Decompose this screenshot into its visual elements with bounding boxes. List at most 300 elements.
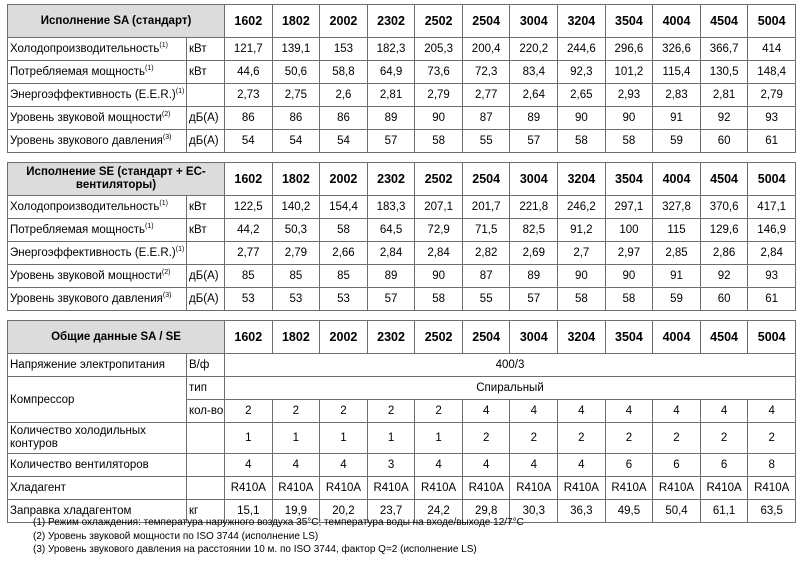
value-cell: 101,2 [605, 61, 653, 84]
model-header: 4004 [653, 5, 701, 38]
model-header: 2504 [462, 163, 510, 196]
value-cell: R410A [225, 477, 273, 500]
model-header: 3504 [605, 5, 653, 38]
value-cell: 4 [510, 400, 558, 423]
value-cell: 2 [462, 423, 510, 454]
gap-2 [8, 311, 796, 321]
value-cell: 92,3 [558, 61, 606, 84]
value-cell: 220,2 [510, 38, 558, 61]
value-cell: 2,79 [415, 84, 463, 107]
value-cell: 2 [415, 400, 463, 423]
value-cell: 53 [320, 288, 368, 311]
value-cell: 4 [558, 454, 606, 477]
value-cell: 44,2 [225, 219, 273, 242]
se-header-row [8, 163, 796, 196]
row-label: Уровень звуковой мощности [10, 112, 162, 124]
value-cell: 86 [225, 107, 273, 130]
value-cell: 8 [748, 454, 796, 477]
value-cell: 246,2 [558, 196, 606, 219]
value-cell: 59 [653, 130, 701, 153]
value-cell: 2,65 [558, 84, 606, 107]
footnote-1: (1) Режим охлаждения: температура наружного воздуха 35°С; температура воды на входе/выходе 12/7°С [33, 517, 524, 528]
value-cell: 92 [700, 107, 748, 130]
value-cell: 73,6 [415, 61, 463, 84]
row-label-cell [8, 354, 187, 377]
footnotes [33, 516, 524, 557]
model-header: 2002 [320, 163, 368, 196]
row-label-cell [8, 265, 187, 288]
value-cell: 6 [653, 454, 701, 477]
value-cell: 90 [415, 265, 463, 288]
se-data-row [8, 219, 796, 242]
value-cell: 4 [605, 400, 653, 423]
value-cell: 414 [748, 38, 796, 61]
value-cell: 90 [558, 107, 606, 130]
row-label-cell [8, 38, 187, 61]
model-header: 4004 [653, 163, 701, 196]
se-data-row [8, 242, 796, 265]
value-cell: 221,8 [510, 196, 558, 219]
value-cell: 400/3 [225, 354, 796, 377]
value-cell: 86 [320, 107, 368, 130]
unit-cell: В/ф [187, 354, 225, 377]
value-cell: 85 [320, 265, 368, 288]
value-cell: 50,3 [272, 219, 320, 242]
sa-header-row [8, 5, 796, 38]
unit-cell: дБ(А) [187, 107, 225, 130]
value-cell: 90 [415, 107, 463, 130]
value-cell: 61,1 [700, 500, 748, 523]
value-cell: 4 [320, 454, 368, 477]
value-cell: 154,4 [320, 196, 368, 219]
value-cell: 115 [653, 219, 701, 242]
value-cell: 1 [367, 423, 415, 454]
model-header: 3204 [558, 163, 606, 196]
unit-cell [187, 454, 225, 477]
sa-section-title: Исполнение SA (стандарт) [8, 5, 225, 38]
value-cell: 2,79 [272, 242, 320, 265]
row-label: Потребляемая мощность [10, 66, 145, 78]
row-label: Заправка хладагентом [10, 505, 132, 517]
model-header: 2504 [462, 5, 510, 38]
section-gap [8, 311, 796, 321]
se-data-row [8, 196, 796, 219]
value-cell: 366,7 [700, 38, 748, 61]
value-cell: 148,4 [748, 61, 796, 84]
footnote-ref: (1) [159, 42, 168, 50]
unit-cell [187, 242, 225, 265]
value-cell: 4 [415, 454, 463, 477]
row-label: Количество вентиляторов [10, 459, 149, 471]
value-cell: R410A [558, 477, 606, 500]
value-cell: 2,81 [367, 84, 415, 107]
row-label-cell [8, 130, 187, 153]
value-cell: 130,5 [700, 61, 748, 84]
value-cell: 4 [558, 400, 606, 423]
value-cell: 89 [367, 107, 415, 130]
model-header: 5004 [748, 163, 796, 196]
value-cell: 58 [558, 130, 606, 153]
se-data-row [8, 265, 796, 288]
value-cell: 64,5 [367, 219, 415, 242]
sa-data-row [8, 61, 796, 84]
value-cell: 55 [462, 130, 510, 153]
value-cell: 2 [510, 423, 558, 454]
circuits-row [8, 423, 796, 454]
value-cell: 2,77 [225, 242, 273, 265]
row-label-cell [8, 196, 187, 219]
value-cell: 4 [510, 454, 558, 477]
value-cell: R410A [510, 477, 558, 500]
value-cell: 58 [320, 219, 368, 242]
unit-cell: дБ(А) [187, 130, 225, 153]
value-cell: 4 [653, 400, 701, 423]
row-label: Холодопроизводительность [10, 43, 160, 55]
model-header: 1602 [225, 163, 273, 196]
value-cell: 60 [700, 288, 748, 311]
value-cell: R410A [653, 477, 701, 500]
model-header: 4504 [700, 321, 748, 354]
value-cell: 115,4 [653, 61, 701, 84]
unit-cell: кол-во [187, 400, 225, 423]
value-cell: 2 [225, 400, 273, 423]
footnote-ref: (3) [162, 134, 172, 142]
value-cell: 207,1 [415, 196, 463, 219]
value-cell: 58 [605, 130, 653, 153]
footnote-ref: (1) [159, 200, 168, 208]
value-cell: 54 [320, 130, 368, 153]
value-cell: 2,69 [510, 242, 558, 265]
value-cell: 64,9 [367, 61, 415, 84]
value-cell: 2,85 [653, 242, 701, 265]
value-cell: 140,2 [272, 196, 320, 219]
model-header: 3004 [510, 163, 558, 196]
value-cell: 58 [415, 288, 463, 311]
value-cell: 54 [225, 130, 273, 153]
value-cell: 92 [700, 265, 748, 288]
value-cell: 1 [320, 423, 368, 454]
value-cell: 2 [653, 423, 701, 454]
sa-data-row [8, 130, 796, 153]
value-cell: 327,8 [653, 196, 701, 219]
value-cell: 72,9 [415, 219, 463, 242]
value-cell: 2,75 [272, 84, 320, 107]
value-cell: 244,6 [558, 38, 606, 61]
value-cell: 201,7 [462, 196, 510, 219]
value-cell: 2,7 [558, 242, 606, 265]
unit-cell: кВт [187, 38, 225, 61]
value-cell: 139,1 [272, 38, 320, 61]
spec-table [7, 4, 796, 523]
row-label: Хладагент [10, 482, 66, 494]
value-cell: 4 [748, 400, 796, 423]
unit-cell [187, 423, 225, 454]
value-cell: 2 [320, 400, 368, 423]
model-header: 2502 [415, 5, 463, 38]
value-cell: 19,9 [272, 500, 320, 523]
model-header: 3004 [510, 5, 558, 38]
row-label-cell [8, 84, 187, 107]
value-cell: 200,4 [462, 38, 510, 61]
row-label-cell [8, 288, 187, 311]
model-header: 5004 [748, 321, 796, 354]
value-cell: 54 [272, 130, 320, 153]
value-cell: 3 [367, 454, 415, 477]
value-cell: 53 [272, 288, 320, 311]
value-cell: 93 [748, 265, 796, 288]
value-cell: 60 [700, 130, 748, 153]
value-cell: 2,6 [320, 84, 368, 107]
model-header: 1602 [225, 5, 273, 38]
unit-cell: дБ(А) [187, 288, 225, 311]
value-cell: R410A [367, 477, 415, 500]
value-cell: 2 [367, 400, 415, 423]
model-header: 4504 [700, 5, 748, 38]
value-cell: 2,97 [605, 242, 653, 265]
value-cell: 2,73 [225, 84, 273, 107]
spec-table-body [8, 5, 796, 523]
model-header: 2002 [320, 5, 368, 38]
value-cell: 2 [558, 423, 606, 454]
value-cell: 121,7 [225, 38, 273, 61]
model-header: 2502 [415, 163, 463, 196]
unit-cell: кВт [187, 61, 225, 84]
value-cell: 1 [225, 423, 273, 454]
value-cell: 58 [415, 130, 463, 153]
value-cell: 1 [272, 423, 320, 454]
value-cell: 182,3 [367, 38, 415, 61]
value-cell: 90 [605, 107, 653, 130]
row-label-cell [8, 242, 187, 265]
value-cell: 2,93 [605, 84, 653, 107]
value-cell: 57 [510, 130, 558, 153]
value-cell: 57 [510, 288, 558, 311]
value-cell: 44,6 [225, 61, 273, 84]
row-label: Энергоэффективность (E.E.R.) [10, 247, 176, 259]
value-cell: 129,6 [700, 219, 748, 242]
value-cell: 2 [605, 423, 653, 454]
model-header: 3204 [558, 321, 606, 354]
row-label: Уровень звукового давления [10, 135, 163, 147]
model-header: 1802 [272, 5, 320, 38]
unit-cell: кВт [187, 219, 225, 242]
value-cell: 417,1 [748, 196, 796, 219]
general-header-row [8, 321, 796, 354]
model-header: 1602 [225, 321, 273, 354]
value-cell: 91 [653, 265, 701, 288]
model-header: 4004 [653, 321, 701, 354]
value-cell: 91 [653, 107, 701, 130]
value-cell: 61 [748, 288, 796, 311]
footnote-ref: (1) [145, 65, 154, 73]
value-cell: 59 [653, 288, 701, 311]
model-header: 1802 [272, 163, 320, 196]
model-header: 2002 [320, 321, 368, 354]
value-cell: 2,83 [653, 84, 701, 107]
model-header: 2302 [367, 321, 415, 354]
unit-cell: кВт [187, 196, 225, 219]
value-cell: 29,8 [462, 500, 510, 523]
value-cell: 4 [700, 400, 748, 423]
se-data-row [8, 288, 796, 311]
value-cell: 90 [605, 265, 653, 288]
row-label: Уровень звуковой мощности [10, 270, 162, 282]
value-cell: 297,1 [605, 196, 653, 219]
value-cell: 2 [272, 400, 320, 423]
row-label-cell [8, 61, 187, 84]
gap-1 [8, 153, 796, 163]
value-cell: 89 [510, 107, 558, 130]
row-label: Компрессор [10, 393, 75, 406]
compressor-type-row [8, 377, 796, 400]
value-cell: R410A [462, 477, 510, 500]
footnote-ref: (1) [145, 223, 154, 231]
value-cell: 61 [748, 130, 796, 153]
value-cell: 87 [462, 107, 510, 130]
value-cell: 1 [415, 423, 463, 454]
unit-cell [187, 84, 225, 107]
value-cell: 83,4 [510, 61, 558, 84]
value-cell: 6 [700, 454, 748, 477]
value-cell: 2 [700, 423, 748, 454]
unit-cell [187, 477, 225, 500]
row-label: Количество холодильных контуров [10, 425, 146, 450]
row-label: Холодопроизводительность [10, 201, 160, 213]
value-cell: 326,6 [653, 38, 701, 61]
value-cell: 58,8 [320, 61, 368, 84]
value-cell: 49,5 [605, 500, 653, 523]
row-label-cell [8, 107, 187, 130]
value-cell: 91,2 [558, 219, 606, 242]
footnote-3: (3) Уровень звукового давления на расстоянии 10 м. по ISO 3744, фактор Q=2 (исполнение LS) [33, 544, 477, 555]
value-cell: R410A [748, 477, 796, 500]
value-cell: 30,3 [510, 500, 558, 523]
value-cell: 2,84 [748, 242, 796, 265]
value-cell: 4 [225, 454, 273, 477]
value-cell: 85 [272, 265, 320, 288]
value-cell: 153 [320, 38, 368, 61]
model-header: 5004 [748, 5, 796, 38]
row-label-cell [8, 423, 187, 454]
value-cell: R410A [415, 477, 463, 500]
unit-cell: тип [187, 377, 225, 400]
se-section-title: Исполнение SE (стандарт + ЕС-вентиляторы) [8, 163, 225, 196]
section-gap [8, 153, 796, 163]
row-label: Напряжение электропитания [10, 359, 166, 371]
value-cell: 63,5 [748, 500, 796, 523]
value-cell: R410A [272, 477, 320, 500]
value-cell: 370,6 [700, 196, 748, 219]
value-cell: 2 [748, 423, 796, 454]
value-cell: 57 [367, 288, 415, 311]
footnote-ref: (1) [175, 88, 185, 96]
sa-data-row [8, 107, 796, 130]
value-cell: 6 [605, 454, 653, 477]
footnote-ref: (2) [161, 111, 171, 119]
value-cell: 50,4 [653, 500, 701, 523]
row-label-cell [8, 477, 187, 500]
sa-data-row [8, 84, 796, 107]
value-cell: 4 [462, 454, 510, 477]
value-cell: 72,3 [462, 61, 510, 84]
model-header: 2504 [462, 321, 510, 354]
value-cell: 122,5 [225, 196, 273, 219]
value-cell: 82,5 [510, 219, 558, 242]
value-cell: 58 [558, 288, 606, 311]
row-label: Энергоэффективность (E.E.R.) [10, 89, 176, 101]
row-label: Уровень звукового давления [10, 293, 163, 305]
value-cell: R410A [605, 477, 653, 500]
refrigerant-row [8, 477, 796, 500]
value-cell: 2,84 [367, 242, 415, 265]
value-cell: 50,6 [272, 61, 320, 84]
footnote-2: (2) Уровень звуковой мощности по ISO 3744 (исполнение LS) [33, 530, 319, 542]
value-cell: 2,77 [462, 84, 510, 107]
value-cell: 205,3 [415, 38, 463, 61]
value-cell: 90 [558, 265, 606, 288]
value-cell: 36,3 [558, 500, 606, 523]
value-cell: 4 [462, 400, 510, 423]
model-header: 2302 [367, 163, 415, 196]
model-header: 4504 [700, 163, 748, 196]
value-cell: 57 [367, 130, 415, 153]
model-header: 2302 [367, 5, 415, 38]
value-cell: 2,79 [748, 84, 796, 107]
value-cell: 86 [272, 107, 320, 130]
value-cell: 2,66 [320, 242, 368, 265]
value-cell: Спиральный [225, 377, 796, 400]
value-cell: 4 [272, 454, 320, 477]
value-cell: 53 [225, 288, 273, 311]
model-header: 3204 [558, 5, 606, 38]
row-label-cell [8, 454, 187, 477]
sa-data-row [8, 38, 796, 61]
model-header: 3504 [605, 321, 653, 354]
value-cell: 2,84 [415, 242, 463, 265]
value-cell: 85 [225, 265, 273, 288]
row-label: Потребляемая мощность [10, 224, 145, 236]
value-cell: 20,2 [320, 500, 368, 523]
general-section-title: Общие данные SA / SE [8, 321, 225, 354]
model-header: 3504 [605, 163, 653, 196]
row-label-cell [8, 219, 187, 242]
fans-row [8, 454, 796, 477]
value-cell: 15,1 [225, 500, 273, 523]
value-cell: 71,5 [462, 219, 510, 242]
value-cell: 58 [605, 288, 653, 311]
value-cell: R410A [320, 477, 368, 500]
footnote-ref: (2) [161, 269, 171, 277]
value-cell: 87 [462, 265, 510, 288]
value-cell: 296,6 [605, 38, 653, 61]
value-cell: 89 [510, 265, 558, 288]
value-cell: 2,64 [510, 84, 558, 107]
value-cell: 89 [367, 265, 415, 288]
value-cell: 146,9 [748, 219, 796, 242]
model-header: 3004 [510, 321, 558, 354]
value-cell: 2,81 [700, 84, 748, 107]
unit-cell: дБ(А) [187, 265, 225, 288]
model-header: 1802 [272, 321, 320, 354]
value-cell: 183,3 [367, 196, 415, 219]
footnote-ref: (1) [175, 246, 185, 254]
value-cell: 23,7 [367, 500, 415, 523]
value-cell: 93 [748, 107, 796, 130]
row-label-cell [8, 377, 187, 423]
value-cell: R410A [700, 477, 748, 500]
value-cell: 2,86 [700, 242, 748, 265]
voltage-row [8, 354, 796, 377]
